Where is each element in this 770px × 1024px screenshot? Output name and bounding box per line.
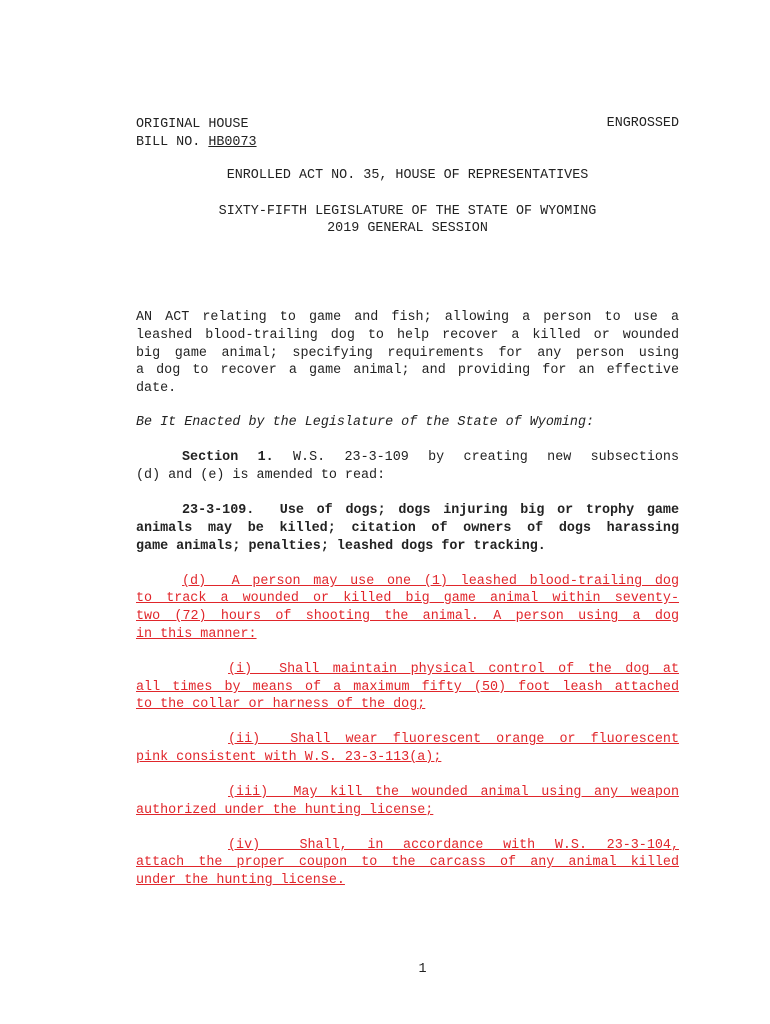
section-1-label: Section 1. <box>182 450 274 465</box>
paragraph-i-line: to the collar or harness of the dog; <box>136 697 426 712</box>
engrossed-label: ENGROSSED <box>606 116 679 131</box>
statute-heading-line: animals may be killed; citation of owners of dogs harassing <box>136 521 679 536</box>
bill-no-value: HB0073 <box>208 135 257 150</box>
paragraph-iv-line: (iv) Shall, in accordance with W.S. 23-3-104, <box>228 838 679 853</box>
paragraph-i-line: all times by means of a maximum fifty (50) foot leash attached <box>136 680 679 695</box>
page-number: 1 <box>418 962 427 977</box>
paragraph-iii-line: (iii) May kill the wounded animal using any weapon <box>228 785 679 800</box>
paragraph-i-line: (i) Shall maintain physical control of the dog at <box>228 662 679 677</box>
subsection-d-line: two (72) hours of shooting the animal. A person using a dog <box>136 609 679 624</box>
enacting-clause: Be It Enacted by the Legislature of the State of Wyoming: <box>136 415 595 430</box>
paragraph-ii-line: pink consistent with W.S. 23-3-113(a); <box>136 750 442 765</box>
subsection-d-line: (d) A person may use one (1) leashed blood-trailing dog <box>182 574 679 589</box>
paragraph-ii-line: (ii) Shall wear fluorescent orange or fluorescent <box>228 732 679 747</box>
legislature-line: SIXTY-FIFTH LEGISLATURE OF THE STATE OF WYOMING <box>218 204 597 219</box>
section-1-line <box>182 449 679 467</box>
section-1-text: W.S. 23-3-109 by creating new subsections <box>273 450 680 465</box>
act-title-line: leashed blood-trailing dog to help recover a killed or wounded <box>136 328 679 343</box>
enrolled-act-line: ENROLLED ACT NO. 35, HOUSE OF REPRESENTATIVES <box>226 168 589 183</box>
subsection-d-line: to track a wounded or killed big game animal within seventy- <box>136 591 679 606</box>
section-1-line-2: (d) and (e) is amended to read: <box>136 468 386 483</box>
act-title-line: AN ACT relating to game and fish; allowing a person to use a <box>136 310 679 325</box>
bill-no-label: BILL NO. <box>136 135 209 150</box>
statute-heading-line: game animals; penalties; leashed dogs for tracking. <box>136 539 546 554</box>
statute-heading-line: 23-3-109. Use of dogs; dogs injuring big or trophy game <box>182 503 679 518</box>
paragraph-iv-line: attach the proper coupon to the carcass of any animal killed <box>136 855 679 870</box>
original-house-label: ORIGINAL HOUSE <box>136 117 249 132</box>
act-title-line: a dog to recover a game animal; and providing for an effective <box>136 363 679 378</box>
subsection-d-line: in this manner: <box>136 627 257 642</box>
bill-number <box>136 134 257 152</box>
act-title-line: date. <box>136 381 177 396</box>
paragraph-iv-line: under the hunting license. <box>136 873 345 888</box>
session-line: 2019 GENERAL SESSION <box>327 221 488 236</box>
paragraph-iii-line: authorized under the hunting license; <box>136 803 434 818</box>
act-title-line: big game animal; specifying requirements for any person using <box>136 346 679 361</box>
